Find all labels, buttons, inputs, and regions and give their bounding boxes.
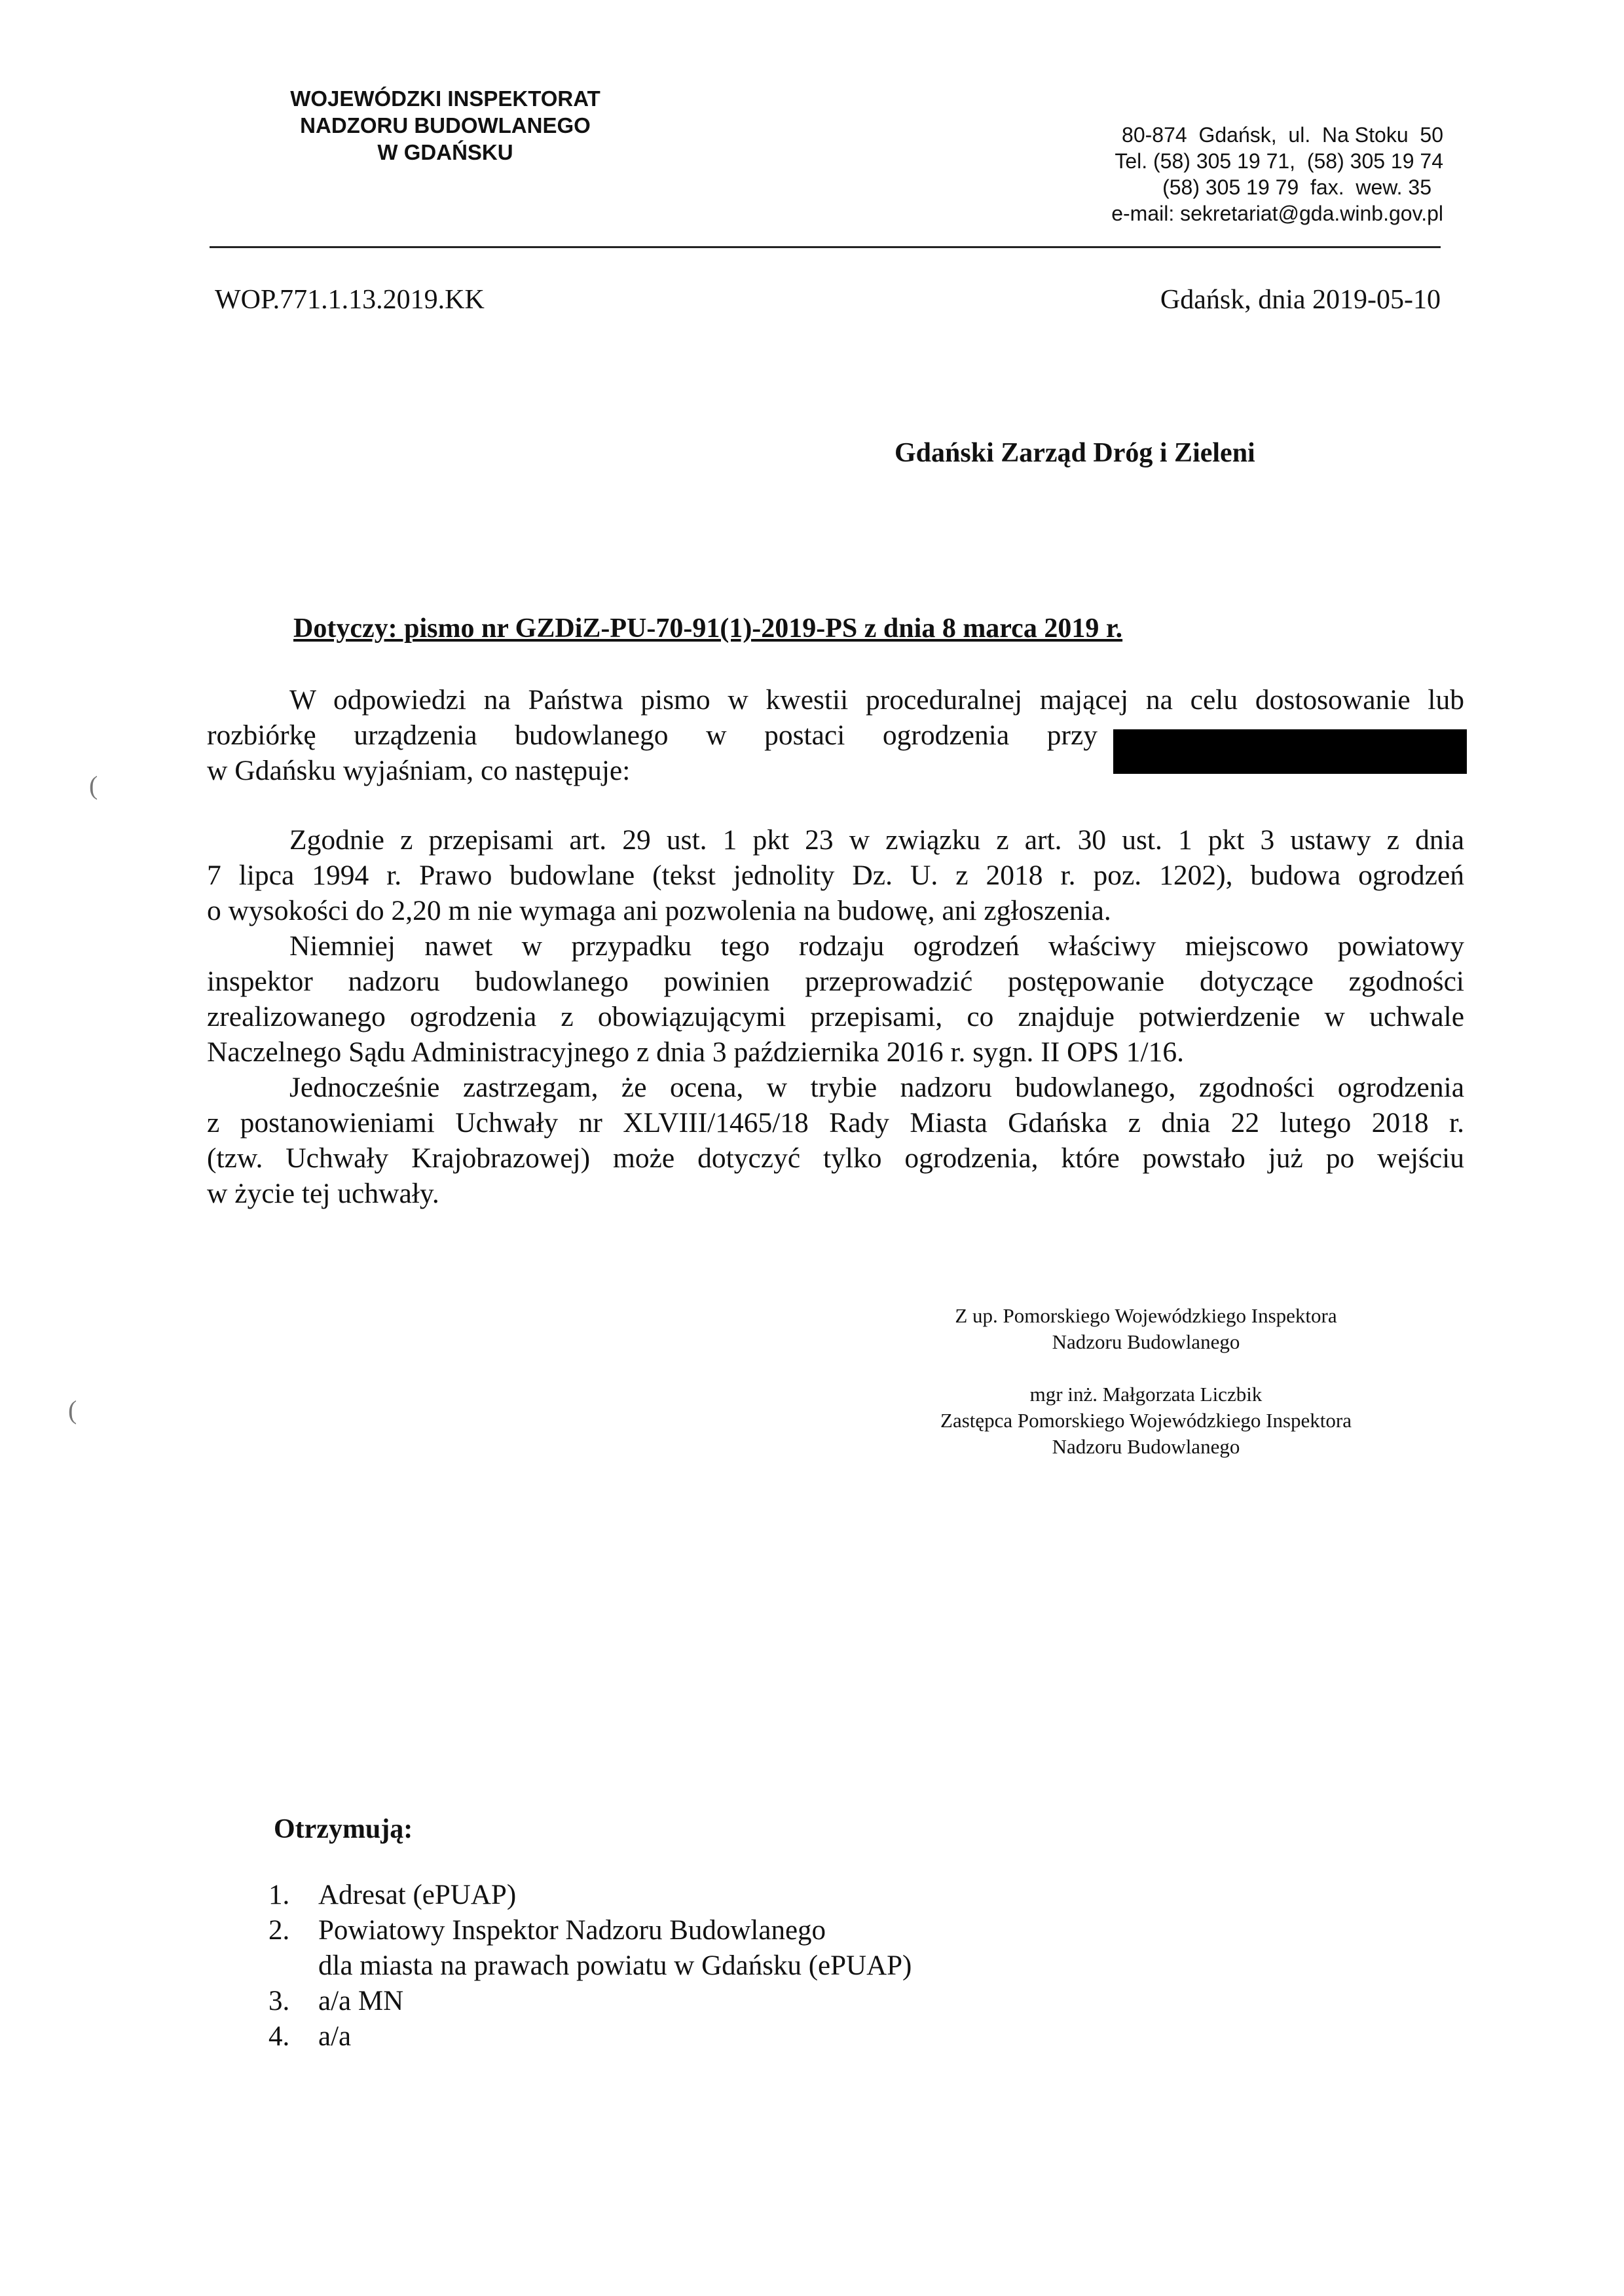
list-item-text: a/a MN <box>318 1986 404 2016</box>
signature-gap <box>864 1355 1428 1381</box>
org-line: W GDAŃSKU <box>377 140 513 164</box>
scan-mark: ( <box>68 1395 77 1425</box>
paragraph-line: z postanowieniami Uchwały nr XLVIII/1465/18 Rady Miasta Gdańska z dnia 22 lutego 2018 r. <box>207 1107 1464 1139</box>
recipients-list <box>268 1878 912 2054</box>
case-number: WOP.771.1.13.2019.KK <box>215 285 485 315</box>
paragraph-line: (tzw. Uchwały Krajobrazowej) może dotyczyć tylko ogrodzenia, które powstało już po wejściu <box>207 1142 1464 1174</box>
list-item-text: Adresat (ePUAP) <box>318 1880 517 1910</box>
signature-block <box>864 1303 1428 1460</box>
paragraph-line: zrealizowanego ogrodzenia z obowiązującymi przepisami, co znajduje potwierdzenie w uchwale <box>207 1001 1464 1032</box>
redaction-block <box>1113 729 1467 774</box>
paragraph-line: rozbiórkę urządzenia budowlanego w postaci ogrodzenia przy <box>207 720 1098 751</box>
addressee: Gdański Zarząd Dróg i Zieleni <box>895 438 1255 468</box>
list-item-text <box>318 1913 912 1984</box>
signature-line: Z up. Pomorskiego Wojewódzkiego Inspektora <box>955 1304 1337 1327</box>
paragraph-line: W odpowiedzi na Państwa pismo w kwestii proceduralnej mającej na celu dostosowanie lub <box>289 684 1464 716</box>
paragraph-line: 7 lipca 1994 r. Prawo budowlane (tekst jednolity Dz. U. z 2018 r. poz. 1202), budowa ogrodzeń <box>207 860 1464 891</box>
recipients-heading: Otrzymują: <box>274 1814 413 1844</box>
list-item-line: Powiatowy Inspektor Nadzoru Budowlanego <box>318 1915 826 1946</box>
paragraph-line: w Gdańsku wyjaśniam, co następuje: <box>207 755 631 786</box>
paragraph-line: w życie tej uchwały. <box>207 1178 439 1209</box>
letterhead-contact <box>1024 122 1443 227</box>
paragraph-line: o wysokości do 2,20 m nie wymaga ani pozwolenia na budowę, ani zgłoszenia. <box>207 895 1111 926</box>
contact-fax: (58) 305 19 79 fax. wew. 35 <box>1162 175 1431 199</box>
scan-mark: ( <box>89 771 98 800</box>
paragraph-line: Niemniej nawet w przypadku tego rodzaju ogrodzeń właściwy miejscowo powiatowy <box>289 930 1464 962</box>
date-line: Gdańsk, dnia 2019-05-10 <box>1160 285 1441 315</box>
body-paragraph-4 <box>207 1070 1464 1211</box>
list-item-number: 3. <box>268 1986 290 2016</box>
list-item-number: 1. <box>268 1880 290 1910</box>
list-item <box>268 1984 912 2019</box>
signature-line: Nadzoru Budowlanego <box>1052 1330 1240 1353</box>
signatory-name: mgr inż. Małgorzata Liczbik <box>1029 1383 1263 1406</box>
body-paragraph-3 <box>207 928 1464 1070</box>
paragraph-line: Zgodnie z przepisami art. 29 ust. 1 pkt 23 w związku z art. 30 ust. 1 pkt 3 ustawy z dnia <box>289 824 1464 856</box>
list-item <box>268 1913 912 1984</box>
signatory-title: Nadzoru Budowlanego <box>1052 1435 1240 1458</box>
org-line: WOJEWÓDZKI INSPEKTORAT <box>290 86 600 111</box>
list-item-line: dla miasta na prawach powiatu w Gdańsku (ePUAP) <box>318 1950 912 1981</box>
paragraph-line: Naczelnego Sądu Administracyjnego z dnia 3 października 2016 r. sygn. II OPS 1/16. <box>207 1036 1184 1068</box>
org-line: NADZORU BUDOWLANEGO <box>300 113 591 137</box>
list-item-number: 2. <box>268 1915 290 1946</box>
list-item-number: 4. <box>268 2021 290 2052</box>
paragraph-line: Jednocześnie zastrzegam, że ocena, w trybie nadzoru budowlanego, zgodności ogrodzenia <box>289 1072 1464 1103</box>
letterhead-divider <box>210 246 1441 248</box>
contact-address: 80-874 Gdańsk, ul. Na Stoku 50 <box>1122 123 1443 147</box>
contact-email: e-mail: sekretariat@gda.winb.gov.pl <box>1111 202 1443 225</box>
list-item <box>268 1878 912 1913</box>
signatory-title: Zastępca Pomorskiego Wojewódzkiego Inspektora <box>940 1409 1352 1432</box>
contact-phone: Tel. (58) 305 19 71, (58) 305 19 74 <box>1115 149 1443 173</box>
paragraph-line: inspektor nadzoru budowlanego powinien przeprowadzić postępowanie dotyczące zgodności <box>207 966 1464 997</box>
list-item-text: a/a <box>318 2021 352 2052</box>
body-paragraph-2 <box>207 822 1464 928</box>
subject-line: Dotyczy: pismo nr GZDiZ-PU-70-91(1)-2019-PS z dnia 8 marca 2019 r. <box>293 613 1123 644</box>
letterhead-organization <box>262 85 629 166</box>
list-item <box>268 2019 912 2054</box>
